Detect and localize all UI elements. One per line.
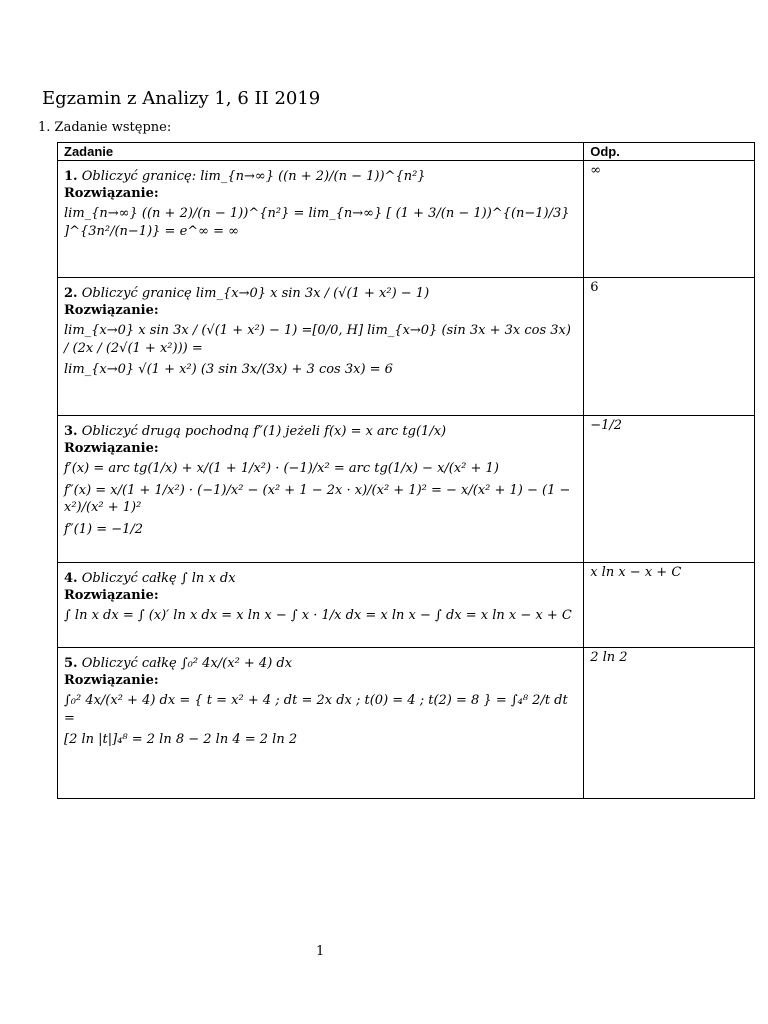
- solution-label: Rozwiązanie:: [64, 186, 159, 201]
- section-heading: 1. Zadanie wstępne:: [38, 120, 172, 135]
- table-row: [58, 278, 755, 416]
- solution-line: lim_{x→0} x sin 3x / (√(1 + x²) − 1) =[0/0, H] lim_{x→0} (sin 3x + 3x cos 3x) / (2x / (2√(1 + x²))) =: [64, 323, 571, 356]
- exam-table: [57, 142, 755, 799]
- solution-label: Rozwiązanie:: [64, 673, 159, 688]
- solution-line: f′(x) = arc tg(1/x) + x/(1 + 1/x²) · (−1)/x² = arc tg(1/x) − x/(x² + 1): [64, 461, 499, 476]
- task-text: Obliczyć granicę lim_{x→0} x sin 3x / (√(1 + x²) − 1): [81, 286, 430, 301]
- task-cell: [58, 278, 584, 416]
- solution-line: [2 ln |t|]₄⁸ = 2 ln 8 − 2 ln 4 = 2 ln 2: [64, 732, 298, 748]
- solution-line: f″(1) = −1/2: [64, 521, 144, 537]
- task-text: Obliczyć całkę ∫₀² 4x/(x² + 4) dx: [81, 656, 293, 671]
- table-row: [58, 416, 755, 563]
- document-title: Egzamin z Analizy 1, 6 II 2019: [42, 88, 321, 109]
- solution-line: lim_{x→0} √(1 + x²) (3 sin 3x/(3x) + 3 cos 3x) = 6: [64, 362, 393, 378]
- answer-cell: ∞: [584, 161, 755, 278]
- solution-label: Rozwiązanie:: [64, 303, 159, 318]
- task-text: Obliczyć granicę: lim_{n→∞} ((n + 2)/(n − 1))^{n²}: [81, 169, 426, 184]
- task-number: 2.: [64, 286, 78, 301]
- answer-cell: x ln x − x + C: [584, 563, 755, 648]
- table-row: [58, 648, 755, 799]
- table-row: [58, 161, 755, 278]
- task-cell: [58, 563, 584, 648]
- solution-line: lim_{n→∞} ((n + 2)/(n − 1))^{n²} = lim_{n→∞} [ (1 + 3/(n − 1))^{(n−1)/3} ]^{3n²/(n−1)} = e^∞ = ∞: [64, 206, 570, 239]
- task-number: 1.: [64, 169, 78, 184]
- task-number: 4.: [64, 571, 78, 586]
- answer-cell: 6: [584, 278, 755, 416]
- answer-cell: −1/2: [584, 416, 755, 563]
- table-row: [58, 563, 755, 648]
- task-text: Obliczyć drugą pochodną f″(1) jeżeli f(x) = x arc tg(1/x): [81, 424, 447, 439]
- task-text: Obliczyć całkę ∫ ln x dx: [81, 571, 236, 586]
- answer-cell: 2 ln 2: [584, 648, 755, 799]
- solution-line: ∫ ln x dx = ∫ (x)′ ln x dx = x ln x − ∫ x · 1/x dx = x ln x − ∫ dx = x ln x − x + C: [64, 608, 572, 623]
- task-number: 5.: [64, 656, 78, 671]
- column-header-answer: Odp.: [584, 143, 755, 161]
- task-cell: [58, 161, 584, 278]
- page-number: 1: [316, 944, 325, 959]
- solution-line: f″(x) = x/(1 + 1/x²) · (−1)/x² − (x² + 1 − 2x · x)/(x² + 1)² = − x/(x² + 1) − (1 − x²)/(x² + 1)²: [64, 482, 571, 516]
- task-number: 3.: [64, 424, 78, 439]
- task-cell: [58, 416, 584, 563]
- column-header-task: Zadanie: [58, 143, 584, 161]
- solution-line: ∫₀² 4x/(x² + 4) dx = { t = x² + 4 ; dt = 2x dx ; t(0) = 4 ; t(2) = 8 } = ∫₄⁸ 2/t dt =: [64, 693, 568, 726]
- task-cell: [58, 648, 584, 799]
- solution-label: Rozwiązanie:: [64, 588, 159, 603]
- solution-label: Rozwiązanie:: [64, 441, 159, 456]
